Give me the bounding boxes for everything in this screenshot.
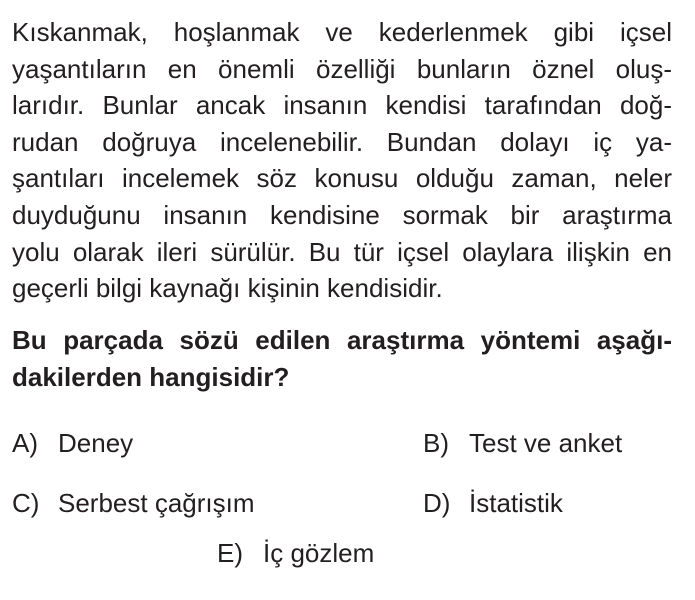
option-letter: E) — [217, 538, 243, 568]
passage-line: şantıları incelemek söz konusu olduğu zaman, neler — [12, 163, 672, 194]
option-letter: D) — [423, 488, 451, 518]
question-line: Bu parçada sözü edilen araştırma yöntemi aşağı- — [12, 324, 672, 355]
question-line: dakilerden hangisidir? — [12, 361, 290, 392]
option-letter: A) — [12, 428, 38, 458]
passage-line: geçerli bilgi kaynağı kişinin kendisidir. — [12, 273, 443, 304]
option-letter: C) — [12, 488, 40, 518]
passage-line: yolu olarak ileri sürülür. Bu tür içsel olaylara ilişkin en — [12, 236, 672, 267]
passage-line: Kıskanmak, hoşlanmak ve kederlenmek gibi içsel — [12, 17, 672, 47]
passage-line: larıdır. Bunlar ancak insanın kendisi tarafından doğ- — [12, 90, 672, 121]
passage-text — [12, 14, 672, 307]
passage-line: rudan doğruya incelenebilir. Bundan dolayı iç ya- — [12, 126, 672, 157]
option-text: Test ve anket — [469, 428, 623, 458]
passage-line: duyduğunu insanın kendisine sormak bir araştırma — [12, 199, 672, 230]
option-text: İstatistik — [469, 488, 563, 518]
option-text: Deney — [58, 428, 134, 458]
option-c[interactable] — [12, 488, 255, 518]
option-letter: B) — [423, 428, 449, 458]
question-stem — [12, 322, 672, 396]
option-d[interactable] — [423, 488, 563, 518]
option-text: İç gözlem — [263, 538, 375, 568]
option-text: Serbest çağrışım — [58, 488, 255, 518]
option-a[interactable] — [12, 428, 133, 458]
question-card — [12, 14, 672, 396]
passage-line: yaşantıların en önemli özelliği bunların öznel oluş- — [12, 53, 672, 84]
option-b[interactable] — [423, 428, 622, 458]
option-e[interactable] — [217, 538, 374, 568]
